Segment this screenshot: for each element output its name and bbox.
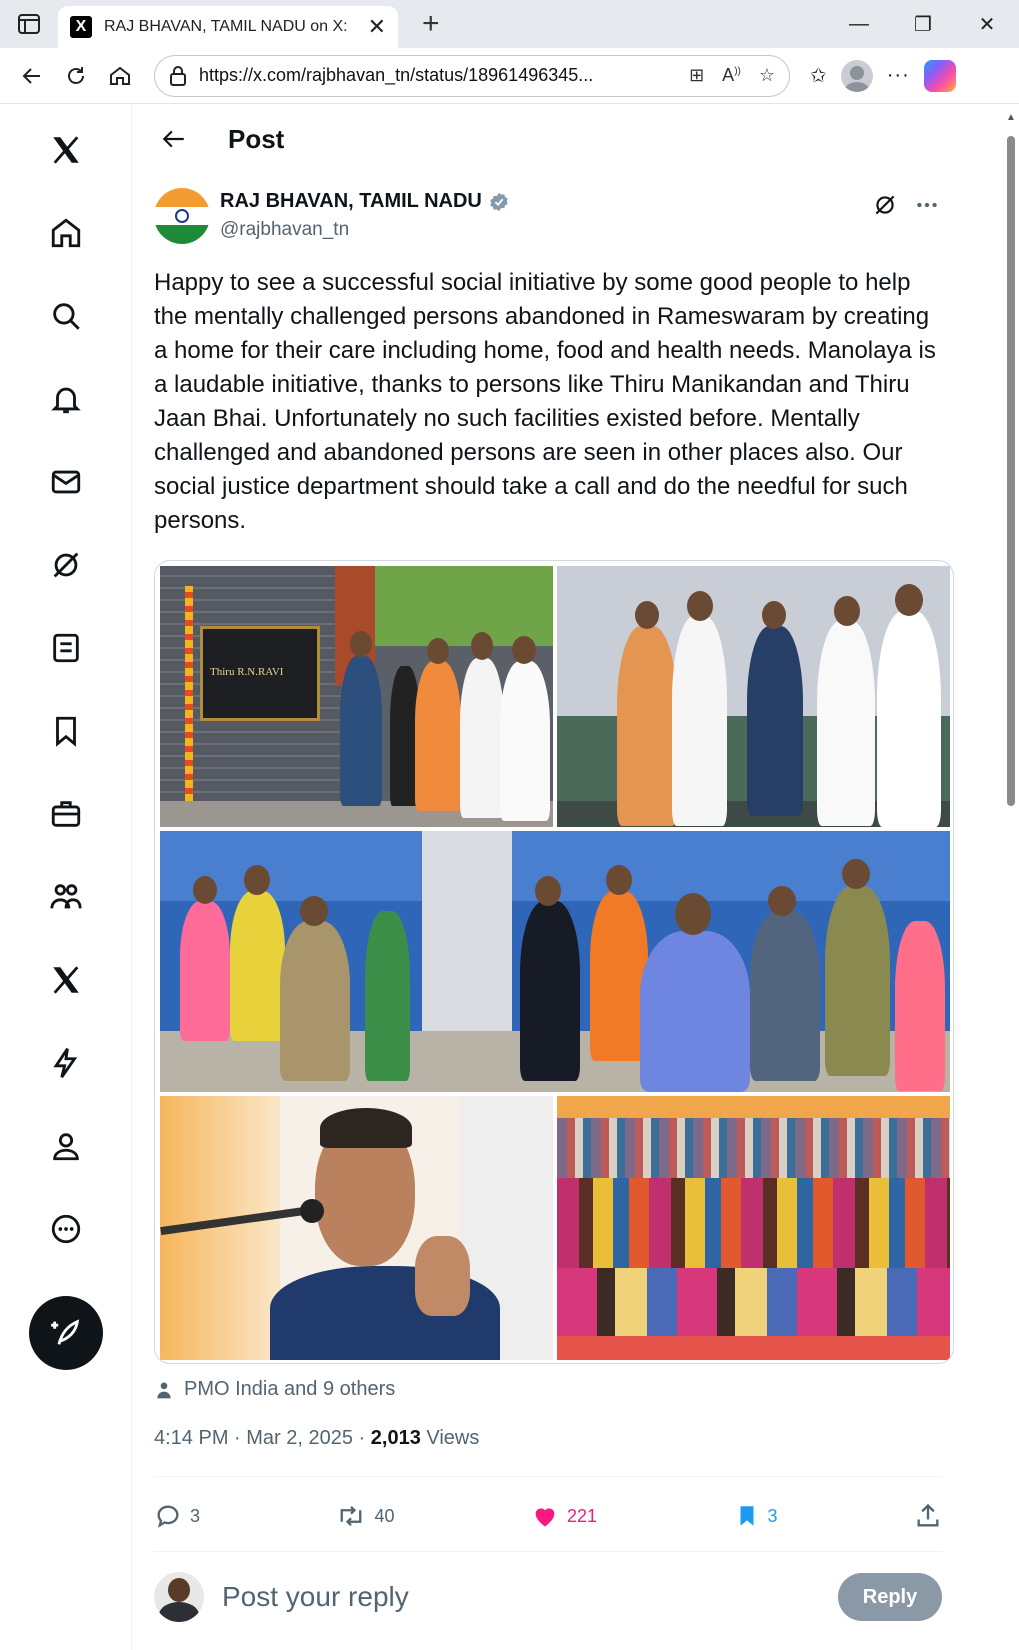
like-button[interactable]	[531, 1502, 597, 1530]
photo-plaque-unveiling[interactable]	[160, 566, 553, 827]
views-count: 2,013	[370, 1427, 421, 1449]
communities-icon[interactable]	[38, 869, 94, 925]
user-avatar[interactable]	[154, 1572, 204, 1622]
reply-input[interactable]: Post your reply	[222, 1581, 409, 1612]
tab-close-icon[interactable]: ✕	[367, 14, 386, 39]
reply-count: 3	[190, 1505, 201, 1526]
plaque-text: Thiru R.N.RAVI	[210, 666, 284, 678]
bookmark-count: 3	[767, 1505, 778, 1526]
share-upload-icon	[914, 1502, 942, 1530]
lock-icon[interactable]	[169, 66, 187, 86]
scroll-up-icon[interactable]: ▲	[1006, 112, 1016, 123]
post-media-grid[interactable]	[154, 560, 954, 1364]
compose-post-button[interactable]	[29, 1296, 103, 1370]
x-favicon-icon: X	[70, 16, 92, 38]
tab-actions-icon[interactable]	[0, 0, 58, 48]
bookmarks-icon[interactable]	[38, 703, 94, 759]
repost-icon	[336, 1502, 366, 1530]
author-name-text[interactable]: RAJ BHAVAN, TAMIL NADU	[220, 190, 482, 212]
scrollbar[interactable]	[1005, 104, 1017, 1650]
url-text[interactable]: https://x.com/rajbhavan_tn/status/18961496345...	[199, 65, 594, 85]
bookmark-filled-icon	[734, 1502, 760, 1530]
back-arrow-icon[interactable]	[154, 119, 194, 159]
more-circle-icon[interactable]	[38, 1201, 94, 1257]
minimize-icon[interactable]: —	[849, 12, 869, 35]
url-bar[interactable]	[154, 55, 790, 97]
heart-filled-icon	[531, 1502, 559, 1530]
restore-icon[interactable]: ❐	[914, 13, 932, 36]
profile-icon[interactable]	[38, 1118, 94, 1174]
photo-residents-seated[interactable]	[160, 831, 950, 1092]
notifications-bell-icon[interactable]	[38, 371, 94, 427]
feather-plus-icon	[49, 1316, 83, 1350]
window-close-icon[interactable]: ✕	[978, 13, 996, 36]
x-sidebar	[0, 104, 132, 1650]
author-avatar[interactable]	[154, 188, 210, 244]
tagged-users-text[interactable]: PMO India and 9 others	[184, 1378, 396, 1400]
tagged-users[interactable]	[132, 1364, 964, 1401]
window-controls	[827, 0, 1019, 48]
views-label: Views	[420, 1427, 480, 1449]
author-handle[interactable]: @rajbhavan_tn	[220, 219, 350, 240]
page-title: Post	[228, 123, 285, 154]
reply-submit-button[interactable]: Reply	[838, 1573, 942, 1621]
refresh-icon[interactable]	[54, 56, 98, 96]
reply-button[interactable]	[154, 1502, 200, 1530]
post-timestamp[interactable]: 4:14 PM · Mar 2, 2025 ·	[154, 1427, 371, 1449]
person-tag-icon	[154, 1379, 174, 1401]
post-detail	[132, 104, 964, 1650]
engagement-bar	[132, 1477, 964, 1537]
new-tab-icon[interactable]: +	[422, 7, 440, 40]
home-browser-icon[interactable]	[98, 56, 142, 96]
profile-avatar-icon[interactable]	[841, 60, 873, 92]
back-icon[interactable]	[10, 56, 54, 96]
repost-count: 40	[374, 1505, 395, 1526]
favorites-list-icon[interactable]: ✩	[810, 65, 827, 87]
post-timestamp-views	[132, 1401, 964, 1450]
grok-icon[interactable]	[38, 537, 94, 593]
messages-mail-icon[interactable]	[38, 454, 94, 510]
home-icon[interactable]	[38, 205, 94, 261]
reply-composer	[132, 1552, 964, 1622]
repost-button[interactable]	[336, 1502, 394, 1530]
explore-search-icon[interactable]	[38, 288, 94, 344]
browser-tab[interactable]	[58, 6, 398, 48]
address-toolbar	[0, 48, 1019, 104]
photo-crowd[interactable]	[557, 1096, 950, 1360]
favorite-star-icon[interactable]: ☆	[758, 65, 775, 85]
browser-tabbar	[0, 0, 1019, 48]
app-install-icon[interactable]: ⊞	[689, 65, 705, 85]
author-name[interactable]	[220, 190, 510, 213]
photo-governor-speaking[interactable]	[160, 1096, 553, 1360]
jobs-briefcase-icon[interactable]	[38, 786, 94, 842]
read-aloud-icon[interactable]: A))	[722, 65, 741, 85]
tab-title: RAJ BHAVAN, TAMIL NADU on X:	[104, 18, 348, 35]
lists-icon[interactable]	[38, 620, 94, 676]
share-button[interactable]	[914, 1502, 942, 1530]
photo-dignitaries[interactable]	[557, 566, 950, 827]
post-text: Happy to see a successful social initiative by some good people to help the mentally challenged persons abandoned in Rameswaram by creating a home for their care including home, food and health needs. Manolaya is a laudable initiative, thanks to persons like Thiru Manikandan and Thiru Jaan Bhai. Unfortunately no such facilities existed before. Mentally challenged and abandoned persons are seen in other places also. Our social justice department should take a call and do the needful for such persons.	[154, 269, 936, 534]
premium-x-icon[interactable]	[38, 952, 94, 1008]
scroll-thumb[interactable]	[1007, 136, 1015, 806]
copilot-icon[interactable]	[924, 60, 956, 92]
more-menu-icon[interactable]: ···	[886, 64, 910, 86]
x-logo-icon[interactable]	[38, 122, 94, 178]
like-count: 221	[566, 1505, 598, 1526]
bookmark-button[interactable]	[734, 1502, 778, 1530]
grok-explain-icon[interactable]	[872, 192, 898, 218]
verified-badge-icon	[488, 191, 510, 213]
more-options-icon[interactable]	[914, 192, 940, 218]
verified-orgs-bolt-icon[interactable]	[38, 1035, 94, 1091]
reply-bubble-icon	[154, 1502, 182, 1530]
